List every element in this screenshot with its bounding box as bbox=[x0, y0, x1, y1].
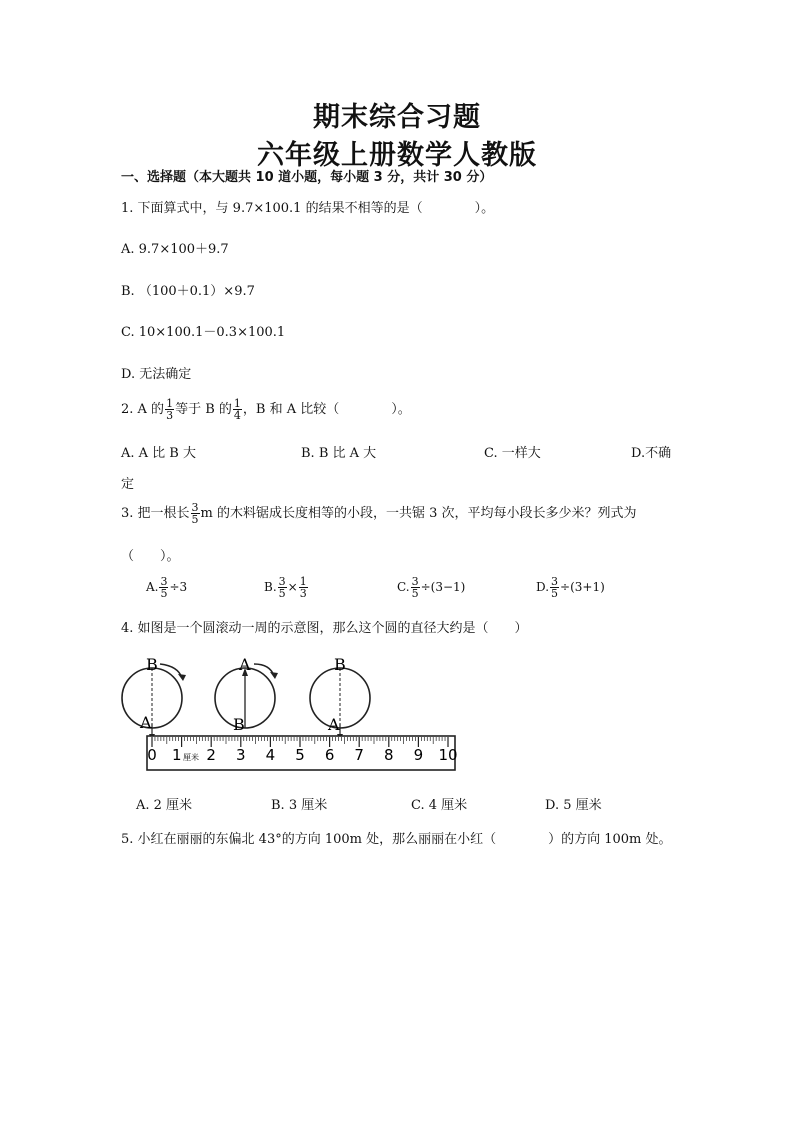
fraction-denominator: 3 bbox=[166, 409, 174, 422]
label-b: B bbox=[334, 655, 346, 674]
option-expression: ÷3 bbox=[169, 580, 188, 594]
page-subtitle: 六年级上册数学人教版 bbox=[257, 140, 537, 171]
q2-text-1: 2. A 的 bbox=[121, 402, 165, 417]
arrow-head-icon bbox=[178, 674, 186, 681]
ruler-number: 6 bbox=[324, 746, 335, 764]
ruler-number: 10 bbox=[438, 746, 458, 764]
question-4-stem: 4. 如图是一个圆滚动一周的示意图，那么这个圆的直径大约是（ ） bbox=[121, 621, 528, 636]
question-1-option-d: D. 无法确定 bbox=[121, 367, 192, 382]
times-sign: × bbox=[287, 580, 298, 594]
question-3-blank: （ ）。 bbox=[121, 549, 180, 564]
rolling-circle-figure bbox=[120, 648, 458, 773]
question-4-option-a: A. 2 厘米 bbox=[136, 798, 193, 813]
label-b: B bbox=[233, 715, 245, 734]
question-1-option-b: B. （100＋0.1）×9.7 bbox=[121, 284, 255, 299]
fraction-denominator: 5 bbox=[160, 587, 168, 600]
question-4-option-c: C. 4 厘米 bbox=[411, 798, 468, 813]
question-4-option-b: B. 3 厘米 bbox=[271, 798, 328, 813]
ruler-unit: 厘米 bbox=[183, 753, 199, 762]
question-3-option-d bbox=[536, 576, 605, 599]
ruler-number: 8 bbox=[384, 746, 394, 764]
fraction-denominator: 5 bbox=[411, 587, 419, 600]
ruler-number: 1 bbox=[172, 746, 182, 764]
ruler-number: 5 bbox=[295, 746, 305, 764]
fraction-three-fifths bbox=[278, 576, 287, 599]
question-3-option-b bbox=[264, 576, 309, 599]
question-5-stem: 5. 小红在丽丽的东偏北 43°的方向 100m 处，那么丽丽在小红（ ）的方向 100m 处。 bbox=[121, 832, 672, 847]
fraction-one-third bbox=[165, 398, 174, 421]
ruler-number: 0 bbox=[147, 746, 157, 764]
question-2-option-d: D.不确 bbox=[631, 446, 672, 461]
fraction-three-fifths bbox=[159, 576, 168, 599]
question-2-option-d-continued: 定 bbox=[121, 477, 135, 492]
q2-text-3: ，B 和 A 比较（ ）。 bbox=[242, 402, 411, 417]
label-a: A bbox=[140, 713, 152, 732]
question-1-option-a: A. 9.7×100＋9.7 bbox=[121, 242, 229, 257]
question-1-stem: 1. 下面算式中，与 9.7×100.1 的结果不相等的是（ ）。 bbox=[121, 201, 495, 216]
fraction-three-fifths bbox=[191, 502, 200, 525]
question-2-option-c: C. 一样大 bbox=[484, 446, 541, 461]
option-label: C. bbox=[397, 580, 410, 594]
q3-text-2: m 的木料锯成长度相等的小段，一共锯 3 次，平均每小段长多少米？列式为 bbox=[200, 506, 637, 521]
fraction-denominator: 3 bbox=[299, 587, 307, 600]
option-expression: ÷(3−1) bbox=[420, 580, 466, 594]
question-3-option-a bbox=[146, 576, 187, 599]
label-b: B bbox=[146, 655, 158, 674]
q3-text-1: 3. 把一根长 bbox=[121, 506, 190, 521]
fraction-numerator: 3 bbox=[160, 575, 168, 588]
fraction-denominator: 5 bbox=[551, 587, 559, 600]
fraction-denominator: 5 bbox=[278, 587, 286, 600]
question-3-option-c bbox=[397, 576, 465, 599]
ruler-number: 9 bbox=[413, 746, 424, 764]
page-title: 期末综合习题 bbox=[313, 102, 481, 133]
fraction-denominator: 5 bbox=[191, 513, 199, 526]
question-4-option-d: D. 5 厘米 bbox=[545, 798, 602, 813]
fraction-numerator: 3 bbox=[278, 575, 286, 588]
question-2-option-a: A. A 比 B 大 bbox=[121, 446, 196, 461]
option-expression: ÷(3+1) bbox=[560, 580, 605, 594]
ruler-number: 4 bbox=[265, 746, 276, 764]
ruler-number: 3 bbox=[236, 746, 246, 764]
fraction-one-quarter bbox=[233, 398, 242, 421]
fraction-numerator: 1 bbox=[299, 575, 307, 588]
fraction-denominator: 4 bbox=[233, 409, 241, 422]
ruler-number: 7 bbox=[354, 746, 364, 764]
fraction-numerator: 1 bbox=[166, 397, 174, 410]
question-3-stem bbox=[121, 502, 637, 525]
question-2-stem bbox=[121, 398, 411, 421]
fraction-three-fifths bbox=[550, 576, 559, 599]
fraction-numerator: 1 bbox=[233, 397, 241, 410]
fraction-one-third bbox=[299, 576, 308, 599]
label-a: A bbox=[328, 715, 340, 734]
label-a: A bbox=[239, 655, 251, 674]
question-1-option-c: C. 10×100.1－0.3×100.1 bbox=[121, 325, 286, 340]
fraction-three-fifths bbox=[411, 576, 420, 599]
fraction-numerator: 3 bbox=[191, 501, 199, 514]
q2-text-2: 等于 B 的 bbox=[175, 402, 232, 417]
option-label: D. bbox=[536, 580, 550, 594]
fraction-numerator: 3 bbox=[411, 575, 419, 588]
option-label: B. bbox=[264, 580, 277, 594]
ruler-number: 2 bbox=[206, 746, 216, 764]
arrow-head-icon bbox=[270, 672, 278, 679]
option-label: A. bbox=[146, 580, 159, 594]
section-heading: 一、选择题（本大题共 10 道小题，每小题 3 分，共计 30 分） bbox=[121, 170, 493, 185]
fraction-numerator: 3 bbox=[551, 575, 559, 588]
question-2-option-b: B. B 比 A 大 bbox=[301, 446, 377, 461]
